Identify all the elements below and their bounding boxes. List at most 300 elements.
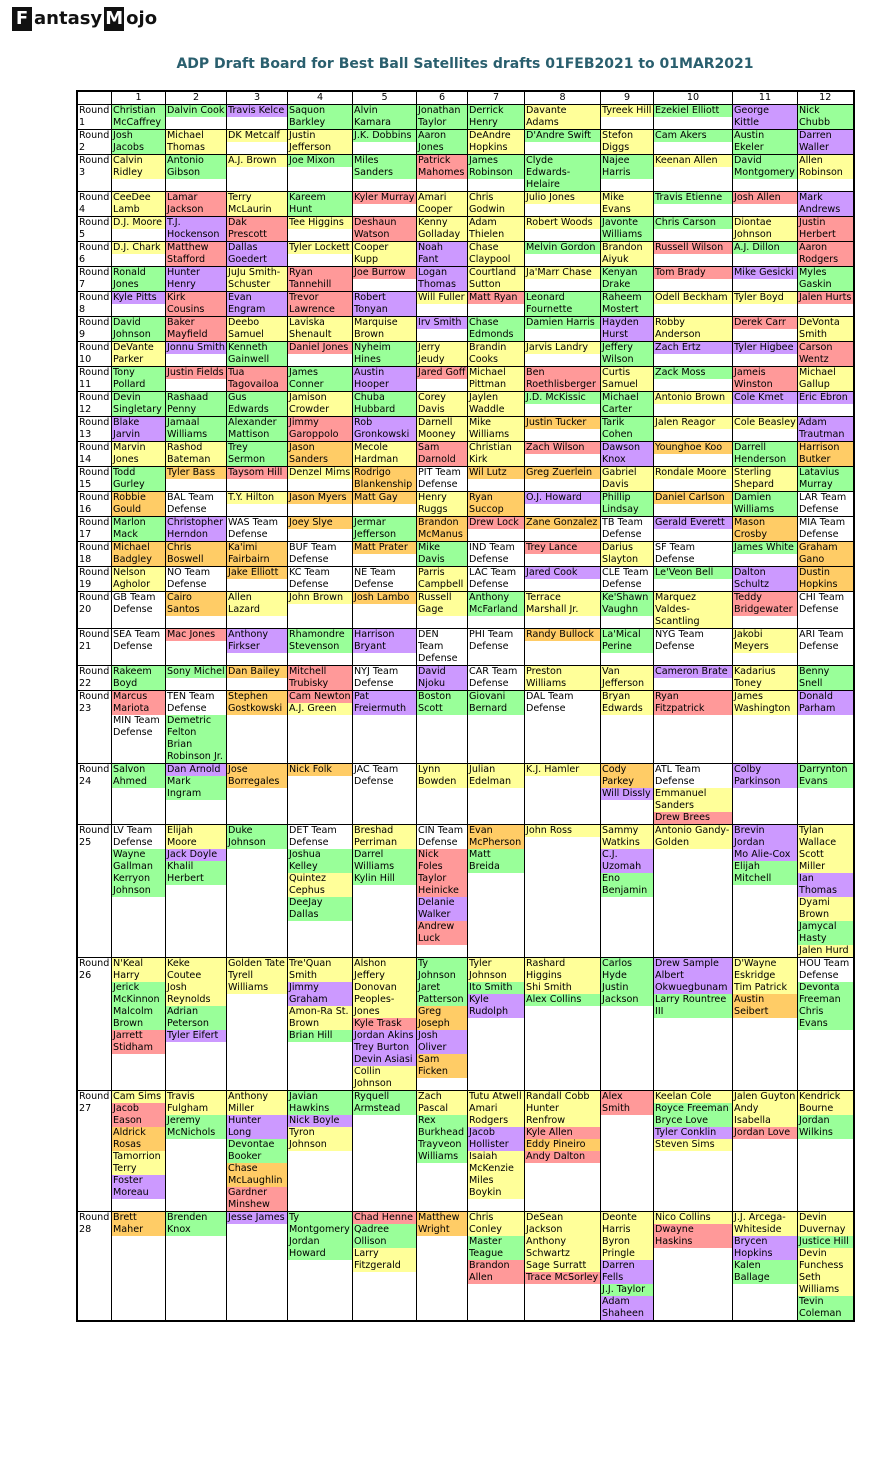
player-entry: Taysom Hill xyxy=(227,467,287,479)
pick-cell xyxy=(166,242,227,267)
pick-cell xyxy=(227,217,288,242)
player-entry: Marcus Mariota xyxy=(112,691,165,715)
player-entry: Demetric Felton xyxy=(166,715,226,739)
player-entry: Jonathan Taylor xyxy=(417,105,467,129)
pick-cell xyxy=(417,242,468,267)
pick-cell xyxy=(468,592,525,629)
player-entry: T.J. Hockenson xyxy=(166,217,226,241)
player-entry: Collin Johnson xyxy=(353,1066,416,1090)
pick-cell xyxy=(468,130,525,155)
pick-cell xyxy=(733,542,798,567)
player-entry: Robbie Gould xyxy=(112,492,165,516)
pick-cell xyxy=(733,317,798,342)
pick-cell xyxy=(525,267,601,292)
player-entry: Anthony McFarland xyxy=(468,592,524,616)
player-entry: Travis Fulgham xyxy=(166,1091,226,1115)
pick-cell xyxy=(468,342,525,367)
player-entry: O.J. Howard xyxy=(525,492,600,504)
player-entry: Andrew Luck xyxy=(417,921,467,945)
player-entry: Austin Hooper xyxy=(353,367,416,391)
round-row xyxy=(77,367,854,392)
player-entry: Kyle Allen xyxy=(525,1127,600,1139)
pick-cell xyxy=(288,467,353,492)
player-entry: Zach Pascal xyxy=(417,1091,467,1115)
pick-cell xyxy=(654,467,733,492)
player-entry: Greg Zuerlein xyxy=(525,467,600,479)
player-entry: Aaron Jones xyxy=(417,130,467,154)
player-entry: Amari Cooper xyxy=(417,192,467,216)
round-label: Round 15 xyxy=(77,467,112,492)
pick-cell xyxy=(654,292,733,317)
pick-cell xyxy=(417,592,468,629)
player-entry: Robby Anderson xyxy=(654,317,732,341)
pick-cell xyxy=(417,292,468,317)
player-entry: Todd Gurley xyxy=(112,467,165,491)
pick-cell xyxy=(417,317,468,342)
pick-cell xyxy=(288,825,353,958)
player-entry: NYG Team Defense xyxy=(654,629,732,653)
player-entry: Drew Lock xyxy=(468,517,524,529)
player-entry: Jeremy McNichols xyxy=(166,1115,226,1139)
player-entry: Hunter Long xyxy=(227,1115,287,1139)
round-row xyxy=(77,292,854,317)
pick-cell xyxy=(112,542,166,567)
player-entry: ARI Team Defense xyxy=(798,629,853,653)
pick-cell xyxy=(733,392,798,417)
player-entry: Giovani Bernard xyxy=(468,691,524,715)
player-entry: Julio Jones xyxy=(525,192,600,204)
player-entry: Rondale Moore xyxy=(654,467,732,479)
player-entry: Kenyan Drake xyxy=(601,267,653,291)
pick-cell xyxy=(601,542,654,567)
pick-cell xyxy=(112,392,166,417)
player-entry: Mason Crosby xyxy=(733,517,797,541)
player-entry: Henry Ruggs xyxy=(417,492,467,516)
player-entry: Trey Burton xyxy=(353,1042,416,1054)
player-entry: Denzel Mims xyxy=(289,467,351,478)
fantasymojo-logo[interactable] xyxy=(12,6,159,36)
pick-cell xyxy=(417,130,468,155)
player-entry: Michael Thomas xyxy=(166,130,226,154)
player-entry: Christian McCaffrey xyxy=(112,105,165,129)
pick-cell xyxy=(227,1091,288,1212)
pick-cell xyxy=(112,217,166,242)
player-entry: David Johnson xyxy=(112,317,165,341)
player-entry: Dan Arnold xyxy=(166,764,226,776)
player-entry: JuJu Smith-Schuster xyxy=(227,267,287,291)
player-entry: Cooper Kupp xyxy=(353,242,416,266)
player-entry: PIT Team Defense xyxy=(417,467,467,491)
round-row xyxy=(77,317,854,342)
draft-board-table xyxy=(76,90,855,1322)
pick-cell xyxy=(733,492,798,517)
pick-cell xyxy=(601,417,654,442)
player-entry: DEN Team Defense xyxy=(417,629,467,665)
player-entry: Taylor Heinicke xyxy=(417,873,467,897)
player-entry: Damien Williams xyxy=(733,492,797,516)
round-label: Round 6 xyxy=(77,242,112,267)
pick-cell xyxy=(166,567,227,592)
pick-cell xyxy=(733,517,798,542)
player-entry: CAR Team Defense xyxy=(468,666,524,690)
pick-cell xyxy=(798,342,854,367)
player-entry: Allen Robinson xyxy=(798,155,853,179)
pick-cell xyxy=(227,267,288,292)
pick-cell xyxy=(525,567,601,592)
player-entry: Deebo Samuel xyxy=(227,317,287,341)
player-entry: Kyle Rudolph xyxy=(468,994,524,1018)
pick-cell xyxy=(654,542,733,567)
pick-cell xyxy=(601,105,654,130)
player-entry: Jalen Guyton xyxy=(734,1091,796,1102)
column-header-5: 5 xyxy=(353,91,417,105)
player-entry: Travis Etienne xyxy=(654,192,732,204)
player-entry: Delanie Walker xyxy=(417,897,467,921)
pick-cell xyxy=(353,492,417,517)
pick-cell xyxy=(417,542,468,567)
player-entry: James White xyxy=(733,542,797,554)
pick-cell xyxy=(227,367,288,392)
pick-cell xyxy=(468,292,525,317)
player-entry: Rashod Bateman xyxy=(166,442,226,466)
pick-cell xyxy=(468,492,525,517)
pick-cell xyxy=(525,467,601,492)
round-label: Round 3 xyxy=(77,155,112,192)
player-entry: Will Dissly xyxy=(601,788,653,800)
player-entry: Alex Collins xyxy=(525,994,600,1006)
pick-cell xyxy=(112,764,166,825)
player-entry: Devin Duvernay xyxy=(798,1212,853,1236)
player-entry: Sterling Shepard xyxy=(733,467,797,491)
pick-cell xyxy=(468,155,525,192)
player-entry: Preston Williams xyxy=(525,666,600,690)
player-entry: Larry Rountree III xyxy=(654,994,732,1018)
player-entry: BUF Team Defense xyxy=(288,542,352,566)
pick-cell xyxy=(166,442,227,467)
player-entry: Mac Jones xyxy=(166,629,226,641)
player-entry: Dallas Goedert xyxy=(227,242,287,266)
player-entry: Cam Newton xyxy=(289,691,351,702)
pick-cell xyxy=(227,317,288,342)
pick-cell xyxy=(733,467,798,492)
player-entry: Drew Sample xyxy=(654,958,732,970)
player-entry: Mitchell Trubisky xyxy=(288,666,352,690)
player-entry: D.J. Moore xyxy=(112,217,165,229)
pick-cell xyxy=(288,155,353,192)
player-entry: Jacob Eason xyxy=(112,1103,165,1127)
player-entry: Jose Borregales xyxy=(227,764,287,788)
pick-cell xyxy=(601,467,654,492)
pick-cell xyxy=(166,691,227,764)
pick-cell xyxy=(525,130,601,155)
player-entry: Sam Darnold xyxy=(417,442,467,466)
pick-cell xyxy=(733,217,798,242)
player-entry: Jason Myers xyxy=(288,492,352,504)
player-entry: Justin Tucker xyxy=(525,417,600,429)
round-label: Round 13 xyxy=(77,417,112,442)
player-entry: Robert Tonyan xyxy=(353,292,416,316)
player-entry: Leonard Fournette xyxy=(525,292,600,316)
player-entry: Marquise Brown xyxy=(353,317,416,341)
player-entry: DAL Team Defense xyxy=(525,691,600,715)
pick-cell xyxy=(468,542,525,567)
pick-cell xyxy=(601,764,654,825)
pick-cell xyxy=(654,342,733,367)
pick-cell xyxy=(468,392,525,417)
player-entry: Devonta Freeman xyxy=(798,982,853,1006)
player-entry: Andy Dalton xyxy=(525,1151,600,1163)
player-entry: Randy Bullock xyxy=(525,629,600,641)
player-entry: Matthew Wright xyxy=(417,1212,467,1236)
player-entry: Dyami Brown xyxy=(798,897,853,921)
player-entry: Benny Snell xyxy=(798,666,853,690)
round-label: Round 17 xyxy=(77,517,112,542)
player-entry: Chris Boswell xyxy=(166,542,226,566)
pick-cell xyxy=(353,392,417,417)
pick-cell xyxy=(288,764,353,825)
player-entry: Gus Edwards xyxy=(227,392,287,416)
player-entry: Trayveon Williams xyxy=(417,1139,467,1163)
pick-cell xyxy=(227,392,288,417)
player-entry: PHI Team Defense xyxy=(468,629,524,653)
pick-cell xyxy=(654,958,733,1091)
player-entry: Hayden Hurst xyxy=(601,317,653,341)
player-entry: Justin Jackson xyxy=(601,982,653,1006)
player-entry: Alshon Jeffery xyxy=(353,958,416,982)
round-row xyxy=(77,691,854,764)
player-entry: Sage Surratt xyxy=(525,1260,600,1272)
round-label: Round 23 xyxy=(77,691,112,764)
round-label: Round 12 xyxy=(77,392,112,417)
page-title: ADP Draft Board for Best Ball Satellites drafts 01FEB2021 to 01MAR2021 xyxy=(176,56,754,72)
player-entry: Drew Brees xyxy=(654,812,732,824)
pick-cell xyxy=(798,130,854,155)
round-label: Round 26 xyxy=(77,958,112,1091)
pick-cell xyxy=(525,442,601,467)
player-entry: Antonio Gibson xyxy=(166,155,226,179)
pick-cell xyxy=(288,217,353,242)
player-entry: Nico Collins xyxy=(654,1212,732,1224)
player-entry: Devin Asiasi xyxy=(353,1054,416,1066)
player-entry: Rodrigo Blankenship xyxy=(353,467,416,491)
pick-cell xyxy=(468,958,525,1091)
pick-cell xyxy=(353,130,417,155)
player-entry: Larry Fitzgerald xyxy=(353,1248,416,1272)
pick-cell xyxy=(166,342,227,367)
pick-cell xyxy=(112,592,166,629)
player-entry: Austin Seibert xyxy=(733,994,797,1018)
player-entry: NO Team Defense xyxy=(166,567,226,591)
player-entry: Royce Freeman xyxy=(654,1103,732,1115)
player-entry: Blake Jarvin xyxy=(112,417,165,441)
player-entry: Austin Ekeler xyxy=(733,130,797,154)
pick-cell xyxy=(798,567,854,592)
pick-cell xyxy=(227,130,288,155)
player-entry: Alvin Kamara xyxy=(353,105,416,129)
player-entry: Seth Williams xyxy=(798,1272,853,1296)
pick-cell xyxy=(288,691,353,764)
pick-cell xyxy=(525,764,601,825)
player-entry: Terrace Marshall Jr. xyxy=(525,592,600,616)
pick-cell xyxy=(733,130,798,155)
round-label: Round 21 xyxy=(77,629,112,666)
pick-cell xyxy=(353,691,417,764)
player-entry: Gabriel Davis xyxy=(601,467,653,491)
player-entry: Ty Montgomery xyxy=(288,1212,352,1236)
player-entry: Chase Edmonds xyxy=(468,317,524,341)
pick-cell xyxy=(353,666,417,691)
player-entry: Younghoe Koo xyxy=(654,442,732,454)
pick-cell xyxy=(353,217,417,242)
player-entry: Marquez Valdes-Scantling xyxy=(654,592,732,628)
player-entry: Mike Evans xyxy=(601,192,653,216)
player-entry: Irv Smith xyxy=(417,317,467,329)
player-entry: Jermar Jefferson xyxy=(353,517,416,541)
pick-cell xyxy=(227,567,288,592)
pick-cell xyxy=(112,242,166,267)
player-entry: Adam Thielen xyxy=(468,217,524,241)
player-entry: Ty Johnson xyxy=(417,958,467,982)
player-entry: Rashaad Penny xyxy=(166,392,226,416)
pick-cell xyxy=(798,392,854,417)
pick-cell xyxy=(112,317,166,342)
player-entry: Parris Campbell xyxy=(417,567,467,591)
pick-cell xyxy=(798,825,854,958)
player-entry: Kylin Hill xyxy=(353,873,416,885)
pick-cell xyxy=(417,666,468,691)
player-entry: Corey Davis xyxy=(417,392,467,416)
player-entry: Jimmy Graham xyxy=(288,982,352,1006)
pick-cell xyxy=(654,666,733,691)
pick-cell xyxy=(112,342,166,367)
player-entry: Emmanuel Sanders xyxy=(654,788,732,812)
pick-cell xyxy=(601,155,654,192)
pick-cell xyxy=(353,267,417,292)
pick-cell xyxy=(227,825,288,958)
player-entry: Wayne Gallman xyxy=(112,849,165,873)
round-row xyxy=(77,629,854,666)
player-entry: Eno Benjamin xyxy=(601,873,653,897)
player-entry: Josh Lambo xyxy=(353,592,416,604)
player-entry: Donovan Peoples-Jones xyxy=(353,982,416,1018)
player-entry: John Brown xyxy=(288,592,352,604)
player-entry: Trevor Lawrence xyxy=(288,292,352,316)
player-entry: Dawson Knox xyxy=(601,442,653,466)
pick-cell xyxy=(353,105,417,130)
player-entry: Foster Moreau xyxy=(112,1175,165,1199)
player-entry: James Conner xyxy=(288,367,352,391)
pick-cell xyxy=(654,367,733,392)
player-entry: Antonio Brown xyxy=(654,392,732,404)
player-entry: C.J. Uzomah xyxy=(601,849,653,873)
pick-cell xyxy=(525,629,601,666)
player-entry: Patrick Mahomes xyxy=(417,155,467,179)
pick-cell xyxy=(227,542,288,567)
column-header-3: 3 xyxy=(227,91,288,105)
pick-cell xyxy=(601,1091,654,1212)
player-entry: Tutu Atwell xyxy=(468,1091,524,1103)
player-entry: A.J. Dillon xyxy=(733,242,797,254)
player-entry: Justin Herbert xyxy=(798,217,853,241)
player-entry: Jamison Crowder xyxy=(288,392,352,416)
pick-cell xyxy=(654,267,733,292)
player-entry: Rex Burkhead xyxy=(417,1115,467,1139)
pick-cell xyxy=(798,764,854,825)
player-entry: Darrynton Evans xyxy=(798,764,853,788)
player-entry: Pat Freiermuth xyxy=(353,691,416,715)
round-row xyxy=(77,442,854,467)
player-entry: Terry McLaurin xyxy=(227,192,287,216)
round-label: Round 4 xyxy=(77,192,112,217)
round-label: Round 2 xyxy=(77,130,112,155)
pick-cell xyxy=(733,242,798,267)
player-entry: Mike Gesicki xyxy=(733,267,797,279)
pick-cell xyxy=(166,155,227,192)
pick-cell xyxy=(654,417,733,442)
pick-cell xyxy=(353,542,417,567)
player-entry: Chris Conley xyxy=(468,1212,524,1236)
player-entry: LAR Team Defense xyxy=(798,492,853,516)
player-entry: MIA Team Defense xyxy=(798,517,853,541)
pick-cell xyxy=(525,242,601,267)
pick-cell xyxy=(468,764,525,825)
pick-cell xyxy=(654,317,733,342)
player-entry: Devontae Booker xyxy=(227,1139,287,1163)
pick-cell xyxy=(468,417,525,442)
player-entry: Jalen Hurd xyxy=(798,945,853,957)
player-entry: Justin Jefferson xyxy=(288,130,352,154)
pick-cell xyxy=(353,367,417,392)
pick-cell xyxy=(353,567,417,592)
player-entry: DET Team Defense xyxy=(288,825,352,849)
pick-cell xyxy=(798,542,854,567)
player-entry: Cam Sims xyxy=(112,1091,165,1103)
player-entry: Michael Pittman xyxy=(468,367,524,391)
player-entry: Julian Edelman xyxy=(468,764,524,788)
pick-cell xyxy=(417,342,468,367)
player-entry: Alex Smith xyxy=(601,1091,653,1115)
player-entry: Colby Parkinson xyxy=(733,764,797,788)
round-label: Round 18 xyxy=(77,542,112,567)
pick-cell xyxy=(288,629,353,666)
player-entry: Tony Pollard xyxy=(112,367,165,391)
player-entry: Davante Adams xyxy=(525,105,600,129)
player-entry: Rakeem Boyd xyxy=(112,666,165,690)
pick-cell xyxy=(733,417,798,442)
player-entry: Tarik Cohen xyxy=(601,417,653,441)
column-header-11: 11 xyxy=(733,91,798,105)
player-entry: Amon-Ra St. Brown xyxy=(288,1006,352,1030)
player-entry: Jared Cook xyxy=(525,567,600,579)
player-entry: Jameis Winston xyxy=(733,367,797,391)
pick-cell xyxy=(601,592,654,629)
player-entry: Joe Burrow xyxy=(353,267,416,279)
pick-cell xyxy=(112,292,166,317)
pick-cell xyxy=(417,1091,468,1212)
pick-cell xyxy=(353,592,417,629)
player-entry: Russell Gage xyxy=(417,592,467,616)
player-entry: T.Y. Hilton xyxy=(227,492,287,504)
pick-cell xyxy=(417,217,468,242)
player-entry: Darrel Williams xyxy=(353,849,416,873)
player-entry: Jakobi Meyers xyxy=(733,629,797,653)
pick-cell xyxy=(654,155,733,192)
player-entry: Van Jefferson xyxy=(601,666,653,690)
pick-cell xyxy=(468,1212,525,1322)
round-row xyxy=(77,492,854,517)
pick-cell xyxy=(733,105,798,130)
player-entry: Amari Rodgers xyxy=(468,1103,524,1127)
